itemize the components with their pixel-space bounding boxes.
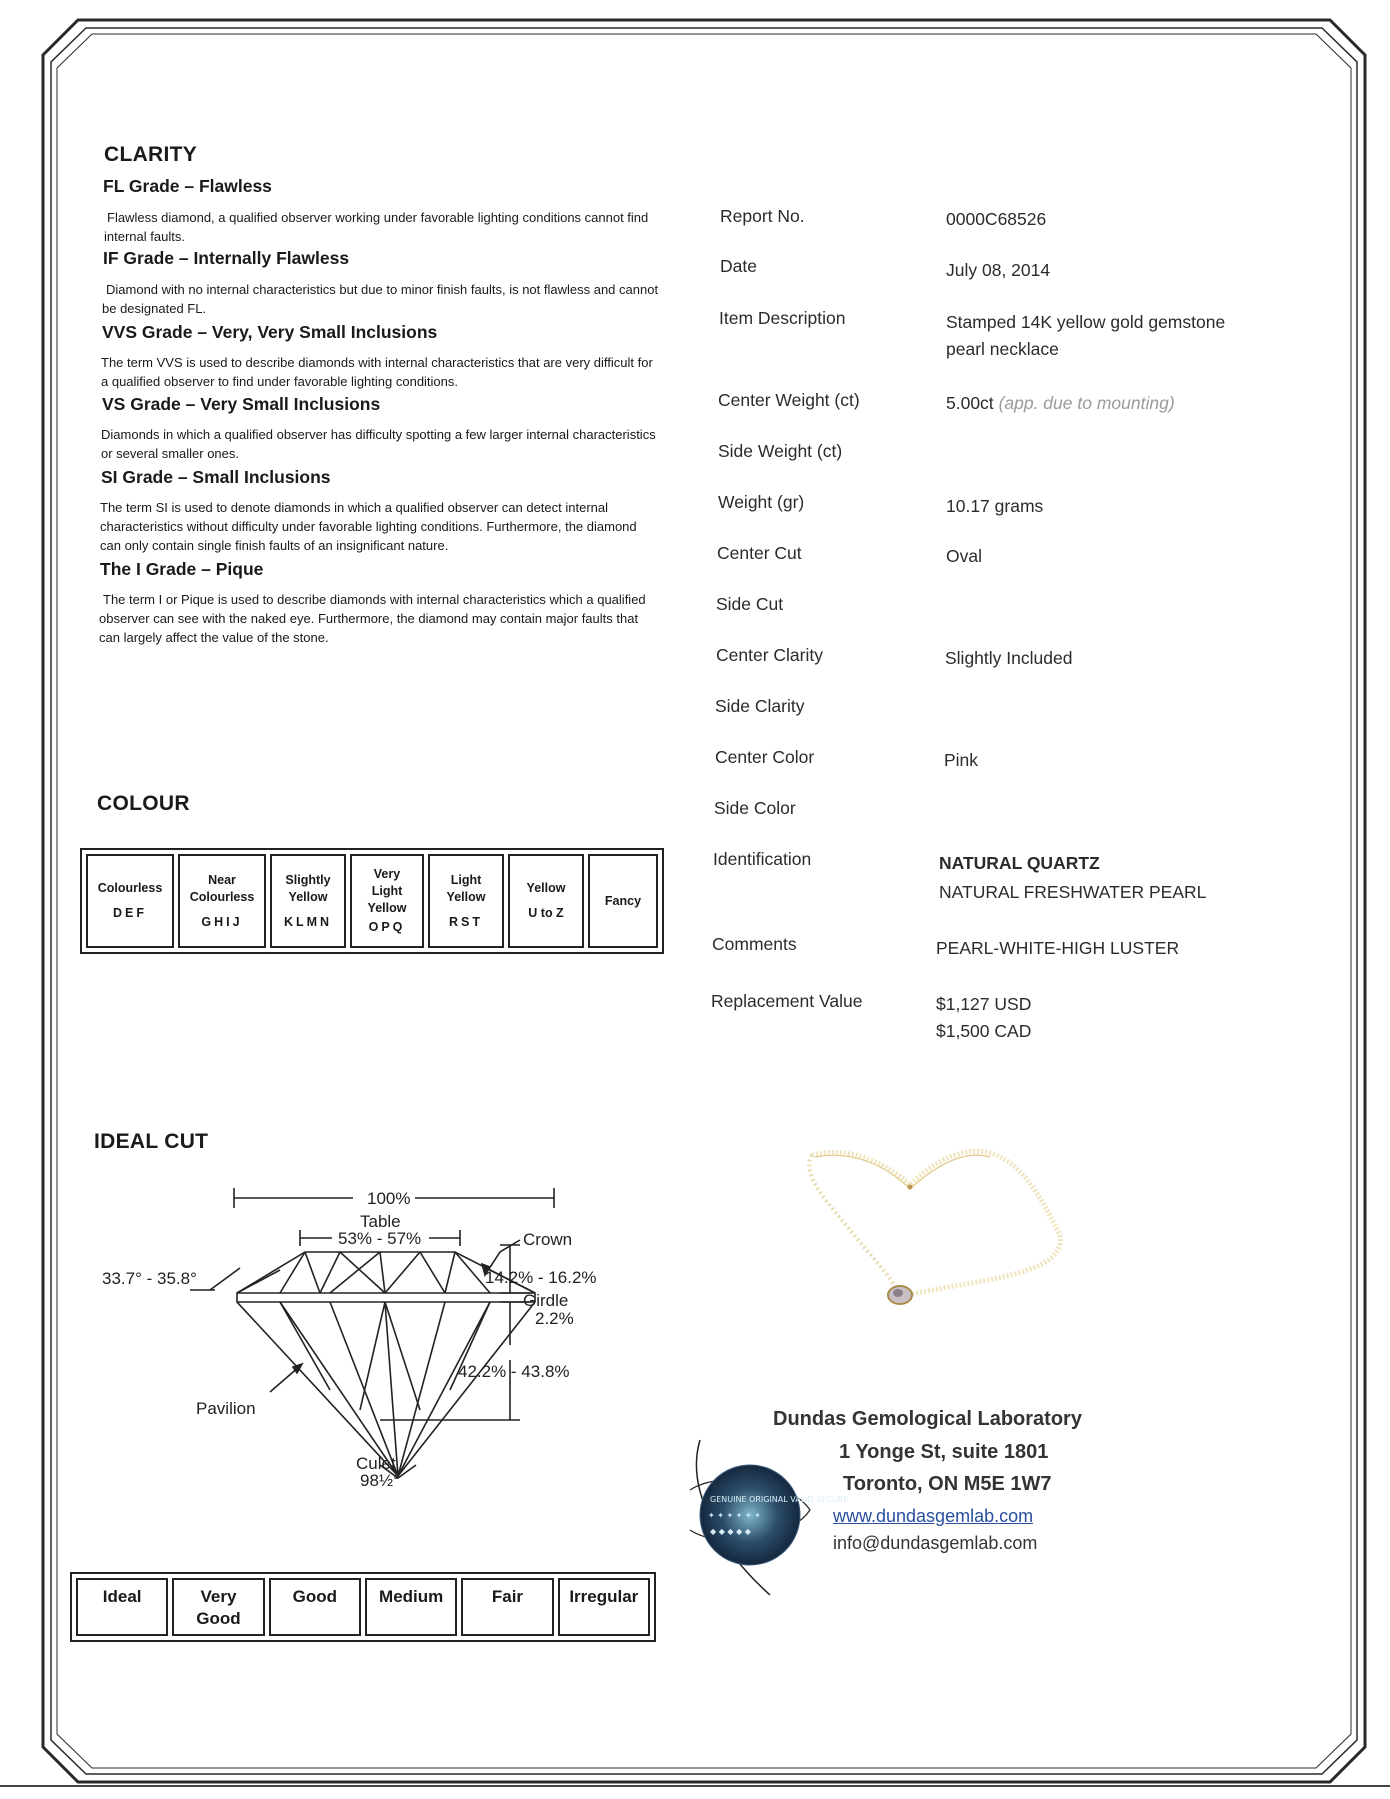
- colour-cell-fancy: [588, 854, 658, 948]
- identification-value: [939, 850, 1206, 906]
- center-weight-label: Center Weight (ct): [718, 390, 860, 410]
- center-color-value: Pink: [944, 750, 979, 770]
- side-clarity-label: Side Clarity: [715, 696, 805, 716]
- item-description-line1: Stamped 14K yellow gold gemstone: [946, 312, 1226, 332]
- cut-grade-ideal: Ideal: [76, 1578, 168, 1636]
- cut-width-label: 100%: [367, 1189, 411, 1208]
- clarity-title: CLARITY: [104, 143, 198, 166]
- colour-cell-code: U to Z: [528, 906, 564, 920]
- grade-vs-text: Diamonds in which a qualified observer has difficulty spotting a few larger internal characteristics or several smaller ones.: [101, 427, 656, 461]
- grade-if-heading: IF Grade – Internally Flawless: [103, 248, 350, 268]
- lab-address-line2: Toronto, ON M5E 1W7: [843, 1473, 1052, 1495]
- side-cut-label: Side Cut: [716, 594, 784, 614]
- svg-text:◆ ◆ ◆ ◆ ◆: ◆ ◆ ◆ ◆ ◆: [710, 1527, 751, 1536]
- grade-fl-text: Flawless diamond, a qualified observer working under favorable lighting conditions cannot find internal faults.: [104, 210, 649, 244]
- replacement-value-usd: $1,127 USD: [936, 994, 1032, 1014]
- comments-label: Comments: [712, 934, 797, 954]
- item-description-value: [946, 309, 1225, 363]
- grade-si-text: The term SI is used to denote diamonds in which a qualified observer can detect internal characteristics without difficulty under favorable lighting conditions. Furthermore, the diamond can only contain single finish faults of an insignificant nature.: [100, 500, 637, 553]
- center-cut-label: Center Cut: [717, 543, 802, 563]
- cut-grade-irregular: Irregular: [558, 1578, 650, 1636]
- comments-value: PEARL-WHITE-HIGH LUSTER: [936, 938, 1180, 958]
- colour-cell-yellow: [508, 854, 584, 948]
- center-color-label: Center Color: [715, 747, 815, 767]
- report-number-label: Report No.: [720, 206, 805, 226]
- replacement-value-label: Replacement Value: [711, 991, 863, 1011]
- lab-email[interactable]: info@dundasgemlab.com: [833, 1533, 1038, 1553]
- lab-website-link[interactable]: www.dundasgemlab.com: [833, 1506, 1034, 1526]
- grade-i-heading: The I Grade – Pique: [100, 559, 264, 579]
- colour-cell-code: KLMN: [283, 914, 333, 929]
- ideal-cut-title: IDEAL CUT: [94, 1130, 209, 1153]
- colour-cell-name: Slightly Yellow: [285, 872, 331, 904]
- lab-address-line1: 1 Yonge St, suite 1801: [839, 1441, 1049, 1463]
- colour-scale-table: [80, 848, 664, 954]
- colour-cell-light-yellow: [428, 854, 504, 948]
- grade-vvs-text: The term VVS is used to describe diamonds with internal characteristics that are very difficult for a qualified observer to find under favorable lighting conditions.: [101, 355, 653, 389]
- hologram-text: GENUINE ORIGINAL VALID SECURE: [710, 1495, 849, 1504]
- colour-cell-name: Light Yellow: [446, 872, 486, 904]
- side-color-label: Side Color: [714, 798, 796, 818]
- report-number-value: 0000C68526: [946, 209, 1047, 229]
- weight-value: 10.17 grams: [946, 496, 1044, 516]
- center-weight-amount: 5.00ct: [946, 393, 994, 413]
- cut-grade-very-good: Very Good: [172, 1578, 264, 1636]
- center-weight-value: [946, 390, 1175, 417]
- colour-cell-name: Near Colourless: [189, 872, 255, 904]
- necklace-photo: [790, 1135, 1080, 1325]
- hologram-seal-icon: [680, 1430, 849, 1605]
- replacement-value-value: [936, 991, 1031, 1045]
- side-weight-label: Side Weight (ct): [718, 441, 843, 461]
- grade-si-heading: SI Grade – Small Inclusions: [101, 467, 331, 487]
- cut-table-range: 53% - 57%: [338, 1229, 422, 1248]
- colour-cell-name: Very Light Yellow: [367, 867, 407, 915]
- center-clarity-label: Center Clarity: [716, 645, 823, 665]
- colour-cell-code: OPQ: [368, 920, 406, 934]
- colour-cell-name: Yellow: [526, 881, 566, 895]
- colour-cell-colourless: [86, 854, 174, 948]
- identification-line2: NATURAL FRESHWATER PEARL: [939, 882, 1207, 902]
- cut-grade-table: [70, 1572, 656, 1642]
- grade-vvs-heading: VVS Grade – Very, Very Small Inclusions: [102, 322, 438, 342]
- cut-table-label: Table: [360, 1212, 401, 1231]
- cut-culet-angle: 98½°: [360, 1471, 400, 1490]
- date-label: Date: [720, 256, 757, 276]
- colour-cell-code: RST: [449, 914, 483, 929]
- grade-vs-heading: VS Grade – Very Small Inclusions: [102, 394, 381, 414]
- replacement-value-cad: $1,500 CAD: [936, 1021, 1032, 1041]
- cut-culet-label: Culet: [356, 1454, 396, 1473]
- item-description-label: Item Description: [719, 308, 846, 328]
- cut-grade-fair: Fair: [461, 1578, 553, 1636]
- cut-pavilion-depth: 42.2% - 43.8%: [458, 1362, 570, 1381]
- cut-girdle-value: 2.2%: [535, 1309, 574, 1328]
- svg-text:✦ ✦ ✦ ✦ ✦ ✦: ✦ ✦ ✦ ✦ ✦ ✦: [708, 1511, 761, 1520]
- cut-pavilion-label: Pavilion: [196, 1399, 256, 1418]
- grade-fl-heading: FL Grade – Flawless: [103, 176, 272, 196]
- weight-label: Weight (gr): [718, 492, 805, 512]
- colour-title: COLOUR: [97, 792, 190, 815]
- colour-cell-code: GHIJ: [201, 914, 243, 929]
- cut-grade-medium: Medium: [365, 1578, 457, 1636]
- center-weight-note: (app. due to mounting): [998, 393, 1175, 413]
- date-value: July 08, 2014: [946, 260, 1051, 280]
- cut-crown-height: 14.2% - 16.2%: [485, 1268, 597, 1287]
- grade-if-text: Diamond with no internal characteristics but due to minor finish faults, is not flawless and cannot be designated FL.: [102, 282, 659, 316]
- identification-line1: NATURAL QUARTZ: [939, 853, 1100, 873]
- cut-crown-angle: 33.7° - 35.8°: [102, 1269, 197, 1288]
- diamond-cut-diagram: [80, 1160, 660, 1490]
- lab-name: Dundas Gemological Laboratory: [773, 1408, 1082, 1430]
- cut-grade-good: Good: [269, 1578, 361, 1636]
- grade-i-text: The term I or Pique is used to describe diamonds with internal characteristics which a qualified observer can see with the naked eye. Furthermore, the diamond may contain major faults that can largely affect the value of the stone.: [99, 592, 646, 645]
- colour-cell-name: Colourless: [97, 881, 163, 895]
- colour-cell-slightly-yellow: [270, 854, 346, 948]
- colour-cell-very-light-yellow: [350, 854, 424, 948]
- colour-cell-name: Fancy: [604, 893, 642, 908]
- colour-cell-near-colourless: [178, 854, 266, 948]
- colour-cell-code: DEF: [113, 906, 147, 920]
- cut-crown-label: Crown: [523, 1230, 573, 1249]
- identification-label: Identification: [713, 849, 812, 869]
- center-clarity-value: Slightly Included: [945, 648, 1073, 668]
- center-cut-value: Oval: [946, 546, 982, 566]
- item-description-line2: pearl necklace: [946, 339, 1059, 359]
- cut-girdle-label: Girdle: [523, 1291, 569, 1310]
